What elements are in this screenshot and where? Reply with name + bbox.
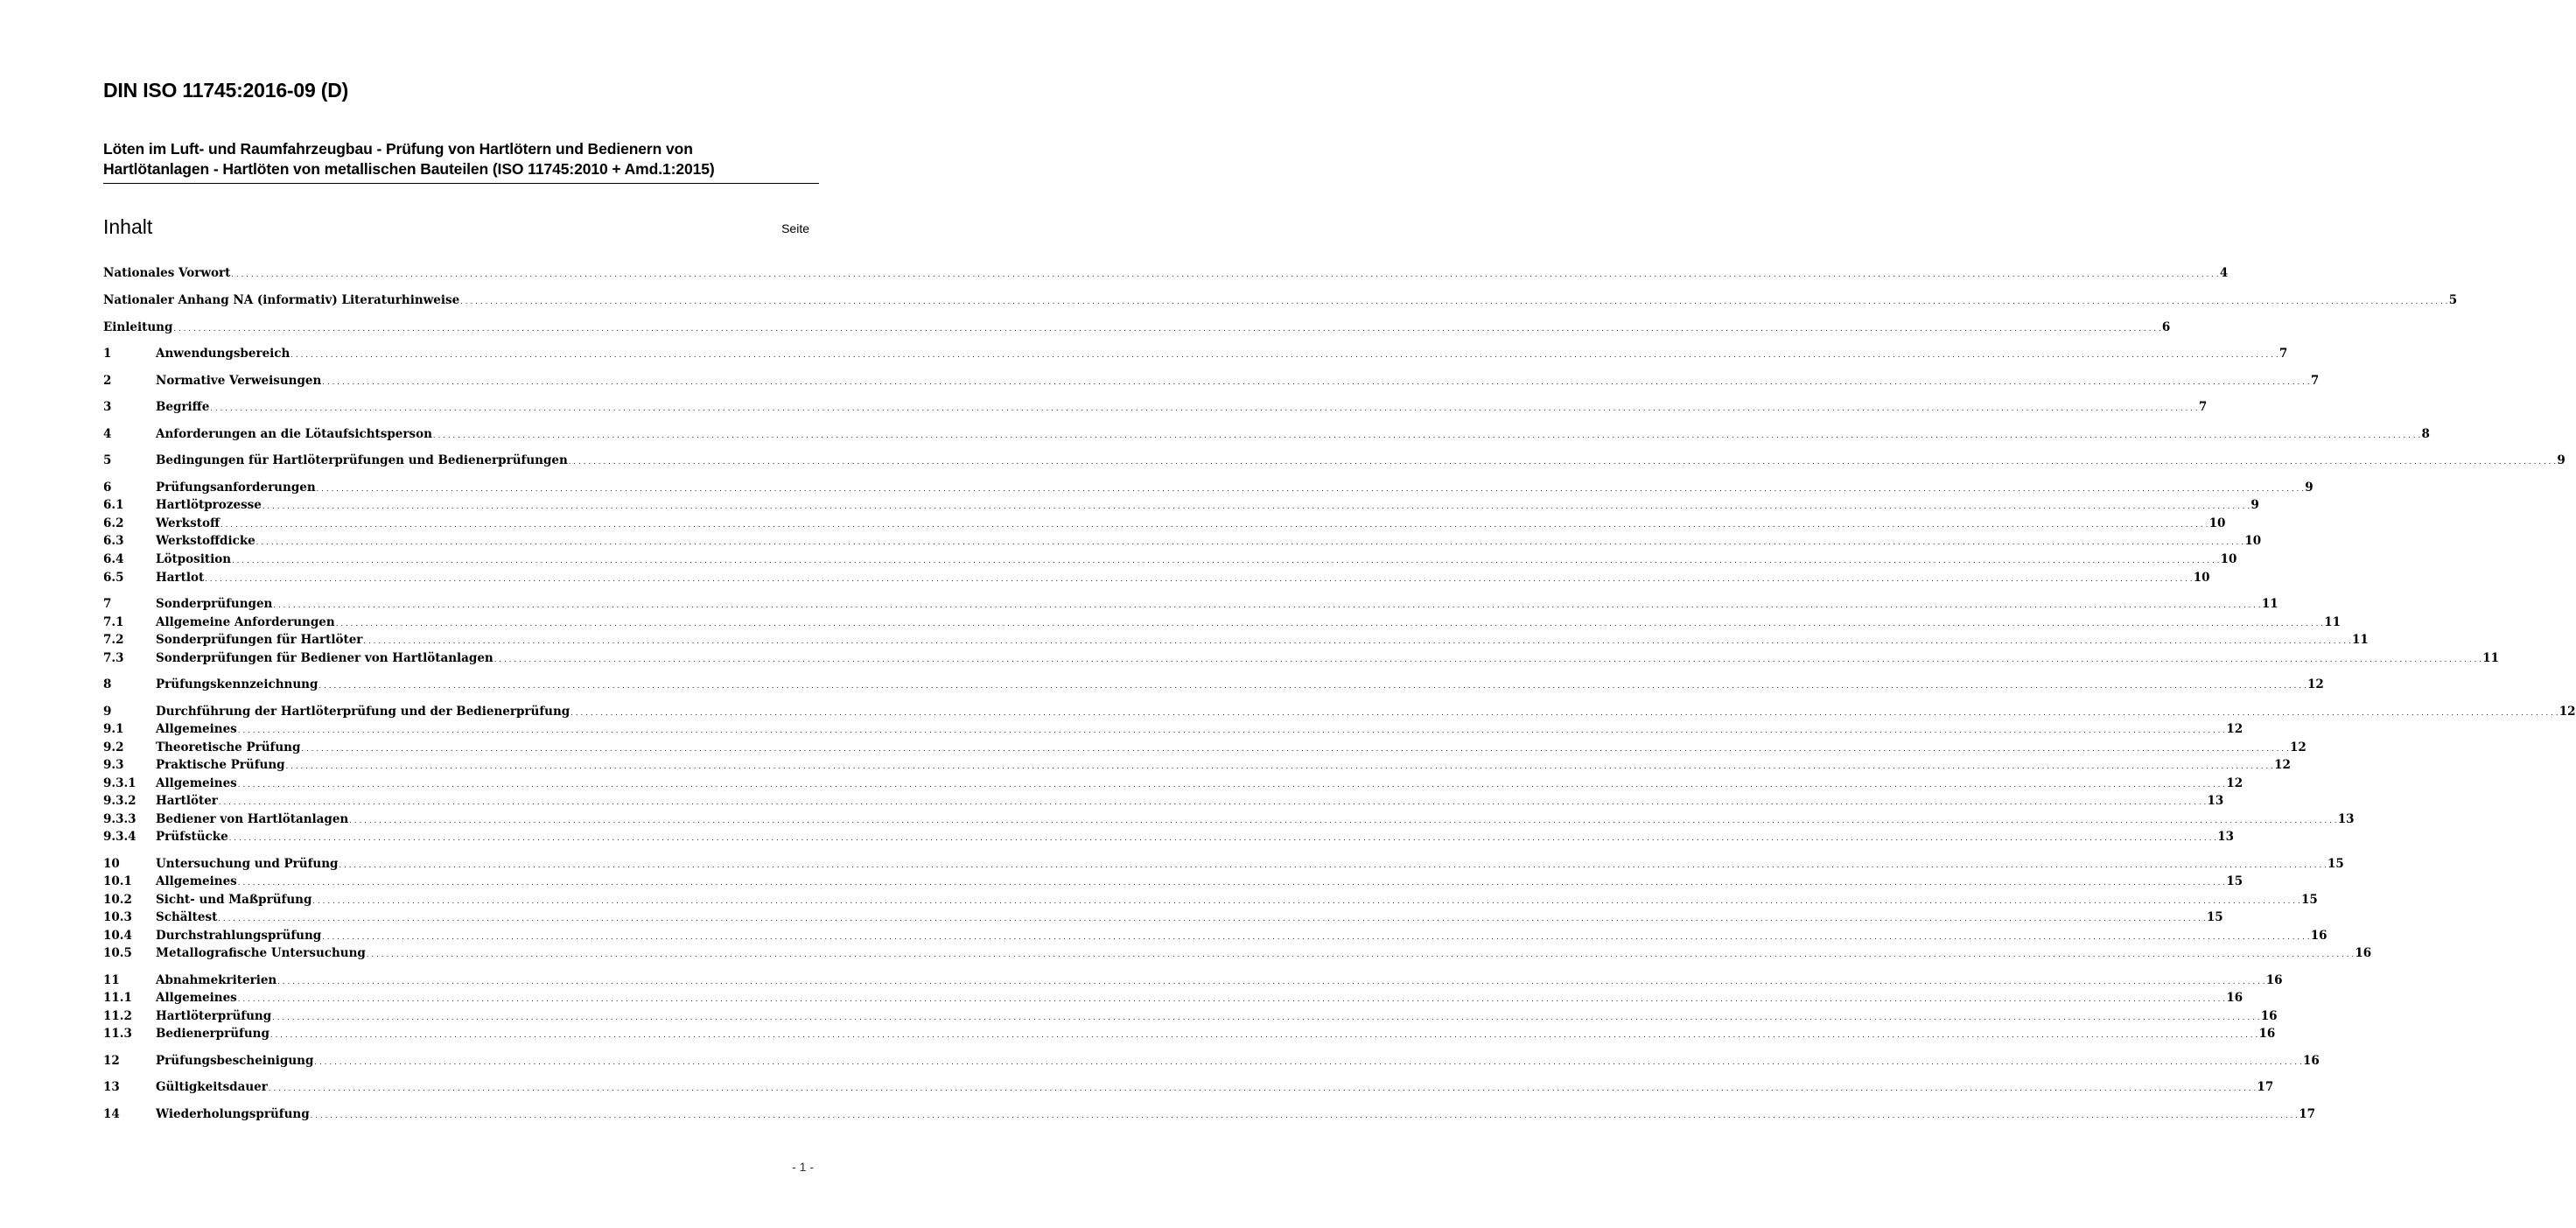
toc-dot-leader: . . . . . . . . . . . . . . . . . . . . . . . . . . . . . . . . . . . . . . . . . . . . . . . . . . . . . . . . . . . . . . . . . . . . . . . . . . . . . . . . . . . . . . . . . . . . . . . . . . . . . . . . . . . . . . . . . . . . . . . . . . . . . . . . . . . . . . . . . . . . . . . . . . . . . . . . . . . . . . . . . . . . . . . . . . . . . . . . . . . . . . . . . . . . . . . . . . . . . . . . . . . . . . . . . . . . . . . . . . . . . . . . . . . . . . . . . . . . . . . . . . . . . . . . . . . . . . . . . . . . . . . . . . . . . . . . . . . . . . . . . . . . . . . . . . . . . . . . . . . . . . . . . . . . . . . . . . . . . . . . . . . . . . . . . . . . . . . . . . . . . . . . . . . . . . . . . . . . . . . . . . . . . . . . . . . . . . . . . . . . . . . . . . . . . . . . . . . . . . . . (301, 745, 2289, 753)
toc-entry-number: 10.1 (103, 874, 132, 888)
toc-entry-page: 16 (2260, 1009, 2278, 1023)
toc-dot-leader: . . . . . . . . . . . . . . . . . . . . . . . . . . . . . . . . . . . . . . . . . . . . . . . . . . . . . . . . . . . . . . . . . . . . . . . . . . . . . . . . . . . . . . . . . . . . . . . . . . . . . . . . . . . . . . . . . . . . . . . . . . . . . . . . . . . . . . . . . . . . . . . . . . . . . . . . . . . . . . . . . . . . . . . . . . . . . . . . . . . . . . . . . . . . . . . . . . . . . . . . . . . . . . . . . . . . . . . . . . . . . . . . . . . . . . . . . . . . . . . . . . . . . . . . . . . . . . . . . . . . . . . . . . . . . . . . . . . . . . . . . . . . . . . . . . . . . . . . . . . . . . . . . . . . . . . . . . . . . . . . . . . . . . . . . . . . . . . . . . . . . . . . . . . . . . . . . . . . . . . . . . . . . . . . . . . . . . . . . . . . . . . . . . . . . . . . . . . . . . . . (277, 978, 2265, 986)
toc-entry-number: 10.4 (103, 929, 132, 943)
toc-entry-label: Wiederholungsprüfung (156, 1107, 310, 1121)
toc-page-column-label: Seite (781, 221, 809, 235)
toc-entry-page: 10 (2244, 534, 2262, 548)
toc-entry-page: 16 (2355, 946, 2372, 960)
toc-dot-leader: . . . . . . . . . . . . . . . . . . . . . . . . . . . . . . . . . . . . . . . . . . . . . . . . . . . . . . . . . . . . . . . . . . . . . . . . . . . . . . . . . . . . . . . . . . . . . . . . . . . . . . . . . . . . . . . . . . . . . . . . . . . . . . . . . . . . . . . . . . . . . . . . . . . . . . . . . . . . . . . . . . . . . . . . . . . . . . . . . . . . . . . . . . . . . . . . . . . . . . . . . . . . . . . . . . . . . . . . . . . . . . . . . . . . . . . . . . . . . . . . . . . . . . . . . . . . . . . . . . . . . . . . . . . . . . . . . . . . . . . . . . . . . . . . . . . . . . . . . . . . . . . . . . . . . . . . . . . . . . . . . . . . . . . . . . . . . . . . . . . . . . . . . . . . . . . . . . . . . . . . . . . . . . . . . . . . . . . . . . . . . . . . . . . . . . . . . . . . . . . . (322, 378, 2310, 386)
toc-entry-page: 12 (2558, 705, 2576, 719)
toc-entry[interactable] (103, 532, 2262, 550)
toc-entry[interactable] (103, 345, 2288, 362)
toc-entry-number: 11 (103, 973, 120, 987)
toc-dot-leader: . . . . . . . . . . . . . . . . . . . . . . . . . . . . . . . . . . . . . . . . . . . . . . . . . . . . . . . . . . . . . . . . . . . . . . . . . . . . . . . . . . . . . . . . . . . . . . . . . . . . . . . . . . . . . . . . . . . . . . . . . . . . . . . . . . . . . . . . . . . . . . . . . . . . . . . . . . . . . . . . . . . . . . . . . . . . . . . . . . . . . . . . . . . . . . . . . . . . . . . . . . . . . . . . . . . . . . . . . . . . . . . . . . . . . . . . . . . . . . . . . . . . . . . . . . . . . . . . . . . . . . . . . . . . . . . . . . . . . . . . . . . . . . . . . . . . . . . . . . . . . . . . . . . . . . . . . . . . . . . . . . . . . . . . . . . . . . . . . . . . . . . . . . . . . . . . . . . . . . . . . . . . . . . . . . . . . . . . . . . . . . . . . . . . . . . . . . . . . . . . (312, 897, 2300, 905)
toc-entry-page: 7 (2278, 347, 2288, 361)
toc-entry[interactable] (103, 398, 2208, 416)
toc-entry-number: 7.1 (103, 615, 124, 629)
toc-entry-label: Gültigkeitsdauer (156, 1080, 268, 1094)
toc-entry[interactable] (103, 927, 2328, 944)
toc-entry-page: 13 (2217, 830, 2235, 844)
toc-entry-number: 11.1 (103, 991, 132, 1005)
toc-entry-page: 10 (2220, 552, 2237, 566)
toc-entry-number: 9.2 (103, 740, 124, 754)
toc-entry-label: Werkstoffdicke (156, 534, 256, 548)
toc-entry-label: Normative Verweisungen (156, 374, 322, 388)
toc-entry-label: Theoretische Prüfung (156, 740, 301, 754)
toc-entry-page: 9 (2557, 453, 2566, 467)
toc-entry-number: 9.3.2 (103, 794, 136, 808)
toc-entry-label: Allgemeine Anforderungen (156, 615, 335, 629)
toc-entry[interactable] (103, 739, 2306, 756)
toc-entry-number: 6.2 (103, 516, 124, 530)
toc-entry-number: 7.3 (103, 651, 124, 665)
toc-entry-label: Anwendungsbereich (156, 347, 290, 361)
toc-entry-page: 16 (2226, 991, 2244, 1005)
toc-entry-number: 4 (103, 427, 112, 441)
toc-entry-number: 10 (103, 857, 120, 871)
toc-entry[interactable] (103, 873, 2244, 890)
toc-entry[interactable] (103, 720, 2244, 738)
toc-dot-leader: . . . . . . . . . . . . . . . . . . . . . . . . . . . . . . . . . . . . . . . . . . . . . . . . . . . . . . . . . . . . . . . . . . . . . . . . . . . . . . . . . . . . . . . . . . . . . . . . . . . . . . . . . . . . . . . . . . . . . . . . . . . . . . . . . . . . . . . . . . . . . . . . . . . . . . . . . . . . . . . . . . . . . . . . . . . . . . . . . . . . . . . . . . . . . . . . . . . . . . . . . . . . . . . . . . . . . . . . . . . . . . . . . . . . . . . . . . . . . . . . . . . . . . . . . . . . . . . . . . . . . . . . . . . . . . . . . . . . . . . . . . . . . . . . . . . . . . . . . . . . . . . . . . . . . . . . . . . . . . . . . . . . . . . . . . . . . . . . . . . . . . . . . . . . . . . . . . . . . . . . . . . . . . . . . . . . . . . . . . . . . . . . . . . . . . . . . . . . . . . . (237, 879, 2226, 887)
toc-entry-number: 1 (103, 347, 112, 361)
toc-entry-number: 6 (103, 481, 112, 495)
toc-entry-number: 9.3.3 (103, 812, 136, 826)
toc-entry-label: Hartlöterprüfung (156, 1009, 272, 1023)
toc-entry-page: 12 (2306, 677, 2324, 691)
toc-entry-label: Durchführung der Hartlöterprüfung und der Bedienerprüfung (156, 705, 570, 719)
toc-entry[interactable] (103, 479, 2314, 496)
toc-entry-number: 9.1 (103, 722, 124, 736)
toc-entry[interactable] (103, 595, 2278, 613)
toc-dot-leader: . . . . . . . . . . . . . . . . . . . . . . . . . . . . . . . . . . . . . . . . . . . . . . . . . . . . . . . . . . . . . . . . . . . . . . . . . . . . . . . . . . . . . . . . . . . . . . . . . . . . . . . . . . . . . . . . . . . . . . . . . . . . . . . . . . . . . . . . . . . . . . . . . . . . . . . . . . . . . . . . . . . . . . . . . . . . . . . . . . . . . . . . . . . . . . . . . . . . . . . . . . . . . . . . . . . . . . . . . . . . . . . . . . . . . . . . . . . . . . . . . . . . . . . . . . . . . . . . . . . . . . . . . . . . . . . . . . . . . . . . . . . . . . . . . . . . . . . . . . . . . . . . . . . . . . . . . . . . . . . . . . . . . . . . . . . . . . . . . . . . . . . . . . . . . . . . . . . . . . . . . . . . . . . . . . . . . . . . . . . . . . . . . . . . . . . . . . . . . . . . (205, 575, 2193, 583)
toc-entry-page: 11 (2324, 615, 2342, 629)
toc-entry-label: Schältest (156, 910, 218, 924)
toc-entry-page: 8 (2421, 427, 2430, 441)
toc-entry-page: 16 (2302, 1054, 2320, 1068)
toc-entry-page: 15 (2328, 857, 2344, 871)
toc-entry-page: 10 (2193, 571, 2210, 585)
toc-dot-leader: . . . . . . . . . . . . . . . . . . . . . . . . . . . . . . . . . . . . . . . . . . . . . . . . . . . . . . . . . . . . . . . . . . . . . . . . . . . . . . . . . . . . . . . . . . . . . . . . . . . . . . . . . . . . . . . . . . . . . . . . . . . . . . . . . . . . . . . . . . . . . . . . . . . . . . . . . . . . . . . . . . . . . . . . . . . . . . . . . . . . . . . . . . . . . . . . . . . . . . . . . . . . . . . . . . . . . . . . . . . . . . . . . . . . . . . . . . . . . . . . . . . . . . . . . . . . . . . . . . . . . . . . . . . . . . . . . . . . . . . . . . . . . . . . . . . . . . . . . . . . . . . . . . . . . . . . . . . . . . . . . . . . . . . . . . . . . . . . . . . . . . . . . . . . . . . . . . . . . . . . . . . . . . . . . . . . . . . . . . . . . . . . . . . . . . . . . . . . . . . . (268, 1084, 2257, 1092)
toc-dot-leader: . . . . . . . . . . . . . . . . . . . . . . . . . . . . . . . . . . . . . . . . . . . . . . . . . . . . . . . . . . . . . . . . . . . . . . . . . . . . . . . . . . . . . . . . . . . . . . . . . . . . . . . . . . . . . . . . . . . . . . . . . . . . . . . . . . . . . . . . . . . . . . . . . . . . . . . . . . . . . . . . . . . . . . . . . . . . . . . . . . . . . . . . . . . . . . . . . . . . . . . . . . . . . . . . . . . . . . . . . . . . . . . . . . . . . . . . . . . . . . . . . . . . . . . . . . . . . . . . . . . . . . . . . . . . . . . . . . . . . . . . . . . . . . . . . . . . . . . . . . . . . . . . . . . . . . . . . . . . . . . . . . . . . . . . . . . . . . . . . . . . . . . . . . . . . . . . . . . . . . . . . . . . . . . . . . . . . . . . . . . . . . . . . . . . . . . . . . . . . . . . (262, 502, 2250, 510)
toc-dot-leader: . . . . . . . . . . . . . . . . . . . . . . . . . . . . . . . . . . . . . . . . . . . . . . . . . . . . . . . . . . . . . . . . . . . . . . . . . . . . . . . . . . . . . . . . . . . . . . . . . . . . . . . . . . . . . . . . . . . . . . . . . . . . . . . . . . . . . . . . . . . . . . . . . . . . . . . . . . . . . . . . . . . . . . . . . . . . . . . . . . . . . . . . . . . . . . . . . . . . . . . . . . . . . . . . . . . . . . . . . . . . . . . . . . . . . . . . . . . . . . . . . . . . . . . . . . . . . . . . . . . . . . . . . . . . . . . . . . . . . . . . . . . . . . . . . . . . . . . . . . . . . . . . . . . . . . . . . . . . . . . . . . . . . . . . . . . . . . . . . . . . . . . . . . . . . . . . . . . . . . . . . . . . . . . . . . . . . . . . . . . . . . . . . . . . . . . . . . . . . . . . (314, 1058, 2302, 1066)
toc-entry[interactable] (103, 1025, 2276, 1042)
toc-entry-page: 13 (2207, 794, 2224, 808)
toc-entry[interactable] (103, 264, 2229, 282)
toc-entry-page: 15 (2300, 893, 2318, 907)
toc-dot-leader: . . . . . . . . . . . . . . . . . . . . . . . . . . . . . . . . . . . . . . . . . . . . . . . . . . . . . . . . . . . . . . . . . . . . . . . . . . . . . . . . . . . . . . . . . . . . . . . . . . . . . . . . . . . . . . . . . . . . . . . . . . . . . . . . . . . . . . . . . . . . . . . . . . . . . . . . . . . . . . . . . . . . . . . . . . . . . . . . . . . . . . . . . . . . . . . . . . . . . . . . . . . . . . . . . . . . . . . . . . . . . . . . . . . . . . . . . . . . . . . . . . . . . . . . . . . . . . . . . . . . . . . . . . . . . . . . . . . . . . . . . . . . . . . . . . . . . . . . . . . . . . . . . . . . . . . . . . . . . . . . . . . . . . . . . . . . . . . . . . . . . . . . . . . . . . . . . . . . . . . . . . . . . . . . . . . . . . . . . . . . . . . . . . . . . . . . . . . . . . . . (349, 817, 2337, 825)
toc-entry-page: 7 (2198, 400, 2208, 414)
toc-entry-label: Einleitung (103, 320, 173, 334)
toc-dot-leader: . . . . . . . . . . . . . . . . . . . . . . . . . . . . . . . . . . . . . . . . . . . . . . . . . . . . . . . . . . . . . . . . . . . . . . . . . . . . . . . . . . . . . . . . . . . . . . . . . . . . . . . . . . . . . . . . . . . . . . . . . . . . . . . . . . . . . . . . . . . . . . . . . . . . . . . . . . . . . . . . . . . . . . . . . . . . . . . . . . . . . . . . . . . . . . . . . . . . . . . . . . . . . . . . . . . . . . . . . . . . . . . . . . . . . . . . . . . . . . . . . . . . . . . . . . . . . . . . . . . . . . . . . . . . . . . . . . . . . . . . . . . . . . . . . . . . . . . . . . . . . . . . . . . . . . . . . . . . . . . . . . . . . . . . . . . . . . . . . . . . . . . . . . . . . . . . . . . . . . . . . . . . . . . . . . . . . . . . . . . . . . . . . . . . . . . . . . . . . . . . (237, 726, 2226, 734)
toc-entry-page: 16 (2258, 1027, 2276, 1041)
toc-entry[interactable] (103, 972, 2283, 989)
toc-dot-leader: . . . . . . . . . . . . . . . . . . . . . . . . . . . . . . . . . . . . . . . . . . . . . . . . . . . . . . . . . . . . . . . . . . . . . . . . . . . . . . . . . . . . . . . . . . . . . . . . . . . . . . . . . . . . . . . . . . . . . . . . . . . . . . . . . . . . . . . . . . . . . . . . . . . . . . . . . . . . . . . . . . . . . . . . . . . . . . . . . . . . . . . . . . . . . . . . . . . . . . . . . . . . . . . . . . . . . . . . . . . . . . . . . . . . . . . . . . . . . . . . . . . . . . . . . . . . . . . . . . . . . . . . . . . . . . . . . . . . . . . . . . . . . . . . . . . . . . . . . . . . . . . . . . . . . . . . . . . . . . . . . . . . . . . . . . . . . . . . . . . . . . . . . . . . . . . . . . . . . . . . . . . . . . . . . . . . . . . . . . . . . . . . . . . . . . . . . . . . . . . . (272, 1014, 2260, 1021)
toc-entry-label: Hartlot (156, 571, 205, 585)
toc-entry-number: 6.4 (103, 552, 124, 566)
toc-entry-label: Abnahmekriterien (156, 973, 277, 987)
toc-entry-label: Bedienerprüfung (156, 1027, 270, 1041)
toc-entry-number: 7.2 (103, 633, 124, 647)
toc-entry-label: Durchstrahlungsprüfung (156, 929, 322, 943)
toc-entry[interactable] (103, 855, 2344, 873)
toc-entry-number: 14 (103, 1107, 120, 1121)
toc-entry-page: 15 (2226, 874, 2244, 888)
toc-dot-leader: . . . . . . . . . . . . . . . . . . . . . . . . . . . . . . . . . . . . . . . . . . . . . . . . . . . . . . . . . . . . . . . . . . . . . . . . . . . . . . . . . . . . . . . . . . . . . . . . . . . . . . . . . . . . . . . . . . . . . . . . . . . . . . . . . . . . . . . . . . . . . . . . . . . . . . . . . . . . . . . . . . . . . . . . . . . . . . . . . . . . . . . . . . . . . . . . . . . . . . . . . . . . . . . . . . . . . . . . . . . . . . . . . . . . . . . . . . . . . . . . . . . . . . . . . . . . . . . . . . . . . . . . . . . . . . . . . . . . . . . . . . . . . . . . . . . . . . . . . . . . . . . . . . . . . . . . . . . . . . . . . . . . . . . . . . . . . . . . . . . . . . . . . . . . . . . . . . . . . . . . . . . . . . . . . . . . . . . . . . . . . . . . . . . . . . . . . . . . . . . . (228, 834, 2217, 842)
toc-dot-leader: . . . . . . . . . . . . . . . . . . . . . . . . . . . . . . . . . . . . . . . . . . . . . . . . . . . . . . . . . . . . . . . . . . . . . . . . . . . . . . . . . . . . . . . . . . . . . . . . . . . . . . . . . . . . . . . . . . . . . . . . . . . . . . . . . . . . . . . . . . . . . . . . . . . . . . . . . . . . . . . . . . . . . . . . . . . . . . . . . . . . . . . . . . . . . . . . . . . . . . . . . . . . . . . . . . . . . . . . . . . . . . . . . . . . . . . . . . . . . . . . . . . . . . . . . . . . . . . . . . . . . . . . . . . . . . . . . . . . . . . . . . . . . . . . . . . . . . . . . . . . . . . . . . . . . . . . . . . . . . . . . . . . . . . . . . . . . . . . . . . . . . . . . . . . . . . . . . . . . . . . . . . . . . . . . . . . . . . . . . . . . . . . . . . . . . . . . . . . . . . . (218, 915, 2206, 923)
toc-dot-leader: . . . . . . . . . . . . . . . . . . . . . . . . . . . . . . . . . . . . . . . . . . . . . . . . . . . . . . . . . . . . . . . . . . . . . . . . . . . . . . . . . . . . . . . . . . . . . . . . . . . . . . . . . . . . . . . . . . . . . . . . . . . . . . . . . . . . . . . . . . . . . . . . . . . . . . . . . . . . . . . . . . . . . . . . . . . . . . . . . . . . . . . . . . . . . . . . . . . . . . . . . . . . . . . . . . . . . . . . . . . . . . . . . . . . . . . . . . . . . . . . . . . . . . . . . . . . . . . . . . . . . . . . . . . . . . . . . . . . . . . . . . . . . . . . . . . . . . . . . . . . . . . . . . . . . . . . . . . . . . . . . . . . . . . . . . . . . . . . . . . . . . . . . . . . . . . . . . . . . . . . . . . . . . . . . . . . . . . . . . . . . . . . . . . . . . . . . . . . . . . . (335, 620, 2324, 628)
toc-entry-label: Lötposition (156, 552, 232, 566)
toc-dot-leader: . . . . . . . . . . . . . . . . . . . . . . . . . . . . . . . . . . . . . . . . . . . . . . . . . . . . . . . . . . . . . . . . . . . . . . . . . . . . . . . . . . . . . . . . . . . . . . . . . . . . . . . . . . . . . . . . . . . . . . . . . . . . . . . . . . . . . . . . . . . . . . . . . . . . . . . . . . . . . . . . . . . . . . . . . . . . . . . . . . . . . . . . . . . . . . . . . . . . . . . . . . . . . . . . . . . . . . . . . . . . . . . . . . . . . . . . . . . . . . . . . . . . . . . . . . . . . . . . . . . . . . . . . . . . . . . . . . . . . . . . . . . . . . . . . . . . . . . . . . . . . . . . . . . . . . . . . . . . . . . . . . . . . . . . . . . . . . . . . . . . . . . . . . . . . . . . . . . . . . . . . . . . . . . . . . . . . . . . . . . . . . . . . . . . . . . . . . . . . . . . (232, 557, 2220, 565)
toc-entry[interactable] (103, 909, 2223, 926)
toc-entry-number: 9.3.4 (103, 830, 136, 844)
toc-dot-leader: . . . . . . . . . . . . . . . . . . . . . . . . . . . . . . . . . . . . . . . . . . . . . . . . . . . . . . . . . . . . . . . . . . . . . . . . . . . . . . . . . . . . . . . . . . . . . . . . . . . . . . . . . . . . . . . . . . . . . . . . . . . . . . . . . . . . . . . . . . . . . . . . . . . . . . . . . . . . . . . . . . . . . . . . . . . . . . . . . . . . . . . . . . . . . . . . . . . . . . . . . . . . . . . . . . . . . . . . . . . . . . . . . . . . . . . . . . . . . . . . . . . . . . . . . . . . . . . . . . . . . . . . . . . . . . . . . . . . . . . . . . . . . . . . . . . . . . . . . . . . . . . . . . . . . . . . . . . . . . . . . . . . . . . . . . . . . . . . . . . . . . . . . . . . . . . . . . . . . . . . . . . . . . . . . . . . . . . . . . . . . . . . . . . . . . . . . . . . . . . . (237, 995, 2226, 1003)
toc-entry-page: 9 (2305, 481, 2314, 495)
toc-entry-number: 7 (103, 597, 112, 611)
toc-entry-page: 11 (2261, 597, 2278, 611)
toc-entry-page: 17 (2257, 1080, 2274, 1094)
toc-entry-label: Anforderungen an die Lötaufsichtsperson (156, 427, 432, 441)
toc-entry[interactable] (103, 515, 2226, 532)
toc-entry-number: 9.3 (103, 758, 124, 772)
toc-entry-number: 2 (103, 374, 112, 388)
toc-entry[interactable] (103, 631, 2369, 649)
subtitle-line-1: Löten im Luft- und Raumfahrzeugbau - Prüfung von Hartlötern und Bedienern von (103, 140, 693, 158)
toc-entry[interactable] (103, 1078, 2274, 1096)
toc-entry-label: Prüfungsanforderungen (156, 481, 316, 495)
toc-entry[interactable] (103, 891, 2318, 909)
toc-entry-number: 10.5 (103, 946, 132, 960)
toc-dot-leader: . . . . . . . . . . . . . . . . . . . . . . . . . . . . . . . . . . . . . . . . . . . . . . . . . . . . . . . . . . . . . . . . . . . . . . . . . . . . . . . . . . . . . . . . . . . . . . . . . . . . . . . . . . . . . . . . . . . . . . . . . . . . . . . . . . . . . . . . . . . . . . . . . . . . . . . . . . . . . . . . . . . . . . . . . . . . . . . . . . . . . . . . . . . . . . . . . . . . . . . . . . . . . . . . . . . . . . . . . . . . . . . . . . . . . . . . . . . . . . . . . . . . . . . . . . . . . . . . . . . . . . . . . . . . . . . . . . . . . . . . . . . . . . . . . . . . . . . . . . . . . . . . . . . . . . . . . . . . . . . . . . . . . . . . . . . . . . . . . . . . . . . . . . . . . . . . . . . . . . . . . . . . . . . . . . . . . . . . . . . . . . . . . . . . . . . . . . . . . . . . (270, 1031, 2258, 1039)
toc-entry-number: 11.2 (103, 1009, 132, 1023)
toc-dot-leader: . . . . . . . . . . . . . . . . . . . . . . . . . . . . . . . . . . . . . . . . . . . . . . . . . . . . . . . . . . . . . . . . . . . . . . . . . . . . . . . . . . . . . . . . . . . . . . . . . . . . . . . . . . . . . . . . . . . . . . . . . . . . . . . . . . . . . . . . . . . . . . . . . . . . . . . . . . . . . . . . . . . . . . . . . . . . . . . . . . . . . . . . . . . . . . . . . . . . . . . . . . . . . . . . . . . . . . . . . . . . . . . . . . . . . . . . . . . . . . . . . . . . . . . . . . . . . . . . . . . . . . . . . . . . . . . . . . . . . . . . . . . . . . . . . . . . . . . . . . . . . . . . . . . . . . . . . . . . . . . . . . . . . . . . . . . . . . . . . . . . . . . . . . . . . . . . . . . . . . . . . . . . . . . . . . . . . . . . . . . . . . . . . . . . . . . . . . . . . . . . (231, 270, 2219, 278)
toc-entry-label: Hartlötprozesse (156, 498, 262, 512)
document-subtitle (103, 139, 819, 184)
toc-entry-page: 5 (2448, 293, 2458, 307)
toc-entry-label: Untersuchung und Prüfung (156, 857, 339, 871)
toc-dot-leader: . . . . . . . . . . . . . . . . . . . . . . . . . . . . . . . . . . . . . . . . . . . . . . . . . . . . . . . . . . . . . . . . . . . . . . . . . . . . . . . . . . . . . . . . . . . . . . . . . . . . . . . . . . . . . . . . . . . . . . . . . . . . . . . . . . . . . . . . . . . . . . . . . . . . . . . . . . . . . . . . . . . . . . . . . . . . . . . . . . . . . . . . . . . . . . . . . . . . . . . . . . . . . . . . . . . . . . . . . . . . . . . . . . . . . . . . . . . . . . . . . . . . . . . . . . . . . . . . . . . . . . . . . . . . . . . . . . . . . . . . . . . . . . . . . . . . . . . . . . . . . . . . . . . . . . . . . . . . . . . . . . . . . . . . . . . . . . . . . . . . . . . . . . . . . . . . . . . . . . . . . . . . . . . . . . . . . . . . . . . . . . . . . . . . . . . . . . . . . . . . (363, 637, 2351, 645)
toc-entry-label: Nationaler Anhang NA (informativ) Literaturhinweise (103, 293, 460, 307)
toc-entry-number: 3 (103, 400, 112, 414)
toc-entry[interactable] (103, 649, 2500, 667)
toc-entry[interactable] (103, 614, 2342, 631)
toc-entry-page: 12 (2289, 740, 2306, 754)
toc-entry-label: Allgemeines (156, 776, 237, 790)
toc-entry-label: Sonderprüfungen für Hartlöter (156, 633, 363, 647)
toc-entry-label: Allgemeines (156, 991, 237, 1005)
toc-entry-label: Sonderprüfungen (156, 597, 273, 611)
toc-entry[interactable] (103, 372, 2320, 389)
toc-entry-label: Bedingungen für Hartlöterprüfungen und Bedienerprüfungen (156, 453, 568, 467)
toc-dot-leader: . . . . . . . . . . . . . . . . . . . . . . . . . . . . . . . . . . . . . . . . . . . . . . . . . . . . . . . . . . . . . . . . . . . . . . . . . . . . . . . . . . . . . . . . . . . . . . . . . . . . . . . . . . . . . . . . . . . . . . . . . . . . . . . . . . . . . . . . . . . . . . . . . . . . . . . . . . . . . . . . . . . . . . . . . . . . . . . . . . . . . . . . . . . . . . . . . . . . . . . . . . . . . . . . . . . . . . . . . . . . . . . . . . . . . . . . . . . . . . . . . . . . . . . . . . . . . . . . . . . . . . . . . . . . . . . . . . . . . . . . . . . . . . . . . . . . . . . . . . . . . . . . . . . . . . . . . . . . . . . . . . . . . . . . . . . . . . . . . . . . . . . . . . . . . . . . . . . . . . . . . . . . . . . . . . . . . . . . . . . . . . . . . . . . . . . . . . . . . . . . (570, 709, 2558, 717)
toc-entry-label: Praktische Prüfung (156, 758, 285, 772)
toc-dot-leader: . . . . . . . . . . . . . . . . . . . . . . . . . . . . . . . . . . . . . . . . . . . . . . . . . . . . . . . . . . . . . . . . . . . . . . . . . . . . . . . . . . . . . . . . . . . . . . . . . . . . . . . . . . . . . . . . . . . . . . . . . . . . . . . . . . . . . . . . . . . . . . . . . . . . . . . . . . . . . . . . . . . . . . . . . . . . . . . . . . . . . . . . . . . . . . . . . . . . . . . . . . . . . . . . . . . . . . . . . . . . . . . . . . . . . . . . . . . . . . . . . . . . . . . . . . . . . . . . . . . . . . . . . . . . . . . . . . . . . . . . . . . . . . . . . . . . . . . . . . . . . . . . . . . . . . . . . . . . . . . . . . . . . . . . . . . . . . . . . . . . . . . . . . . . . . . . . . . . . . . . . . . . . . . . . . . . . . . . . . . . . . . . . . . . . . . . . . . . . . . . (290, 351, 2278, 359)
toc-entry-page: 12 (2274, 758, 2291, 772)
toc-entry[interactable] (103, 569, 2210, 586)
toc-entry-number: 10.2 (103, 893, 132, 907)
toc-entry-page: 17 (2299, 1107, 2315, 1121)
toc-entry-number: 9.3.1 (103, 776, 136, 790)
toc-dot-leader: . . . . . . . . . . . . . . . . . . . . . . . . . . . . . . . . . . . . . . . . . . . . . . . . . . . . . . . . . . . . . . . . . . . . . . . . . . . . . . . . . . . . . . . . . . . . . . . . . . . . . . . . . . . . . . . . . . . . . . . . . . . . . . . . . . . . . . . . . . . . . . . . . . . . . . . . . . . . . . . . . . . . . . . . . . . . . . . . . . . . . . . . . . . . . . . . . . . . . . . . . . . . . . . . . . . . . . . . . . . . . . . . . . . . . . . . . . . . . . . . . . . . . . . . . . . . . . . . . . . . . . . . . . . . . . . . . . . . . . . . . . . . . . . . . . . . . . . . . . . . . . . . . . . . . . . . . . . . . . . . . . . . . . . . . . . . . . . . . . . . . . . . . . . . . . . . . . . . . . . . . . . . . . . . . . . . . . . . . . . . . . . . . . . . . . . . . . . . . . . . (322, 933, 2310, 941)
toc-entry-page: 7 (2310, 374, 2320, 388)
toc-entry[interactable] (103, 810, 2355, 828)
toc-entry[interactable] (103, 828, 2235, 846)
toc-entry-page: 4 (2219, 266, 2229, 280)
toc-entry-label: Nationales Vorwort (103, 266, 231, 280)
subtitle-line-2: Hartlötanlagen - Hartlöten von metallischen Bauteilen (ISO 11745:2010 + Amd.1:2015) (103, 160, 715, 178)
toc-dot-leader: . . . . . . . . . . . . . . . . . . . . . . . . . . . . . . . . . . . . . . . . . . . . . . . . . . . . . . . . . . . . . . . . . . . . . . . . . . . . . . . . . . . . . . . . . . . . . . . . . . . . . . . . . . . . . . . . . . . . . . . . . . . . . . . . . . . . . . . . . . . . . . . . . . . . . . . . . . . . . . . . . . . . . . . . . . . . . . . . . . . . . . . . . . . . . . . . . . . . . . . . . . . . . . . . . . . . . . . . . . . . . . . . . . . . . . . . . . . . . . . . . . . . . . . . . . . . . . . . . . . . . . . . . . . . . . . . . . . . . . . . . . . . . . . . . . . . . . . . . . . . . . . . . . . . . . . . . . . . . . . . . . . . . . . . . . . . . . . . . . . . . . . . . . . . . . . . . . . . . . . . . . . . . . . . . . . . . . . . . . . . . . . . . . . . . . . . . . . . . . . . (460, 298, 2448, 305)
toc-dot-leader: . . . . . . . . . . . . . . . . . . . . . . . . . . . . . . . . . . . . . . . . . . . . . . . . . . . . . . . . . . . . . . . . . . . . . . . . . . . . . . . . . . . . . . . . . . . . . . . . . . . . . . . . . . . . . . . . . . . . . . . . . . . . . . . . . . . . . . . . . . . . . . . . . . . . . . . . . . . . . . . . . . . . . . . . . . . . . . . . . . . . . . . . . . . . . . . . . . . . . . . . . . . . . . . . . . . . . . . . . . . . . . . . . . . . . . . . . . . . . . . . . . . . . . . . . . . . . . . . . . . . . . . . . . . . . . . . . . . . . . . . . . . . . . . . . . . . . . . . . . . . . . . . . . . . . . . . . . . . . . . . . . . . . . . . . . . . . . . . . . . . . . . . . . . . . . . . . . . . . . . . . . . . . . . . . . . . . . . . . . . . . . . . . . . . . . . . . . . . . . . . (316, 485, 2305, 493)
toc-entry-number: 6.5 (103, 571, 124, 585)
toc-entry-label: Allgemeines (156, 874, 237, 888)
toc-entry[interactable] (103, 496, 2259, 514)
toc-entry[interactable] (103, 756, 2291, 774)
toc-entry-page: 16 (2310, 929, 2328, 943)
toc-dot-leader: . . . . . . . . . . . . . . . . . . . . . . . . . . . . . . . . . . . . . . . . . . . . . . . . . . . . . . . . . . . . . . . . . . . . . . . . . . . . . . . . . . . . . . . . . . . . . . . . . . . . . . . . . . . . . . . . . . . . . . . . . . . . . . . . . . . . . . . . . . . . . . . . . . . . . . . . . . . . . . . . . . . . . . . . . . . . . . . . . . . . . . . . . . . . . . . . . . . . . . . . . . . . . . . . . . . . . . . . . . . . . . . . . . . . . . . . . . . . . . . . . . . . . . . . . . . . . . . . . . . . . . . . . . . . . . . . . . . . . . . . . . . . . . . . . . . . . . . . . . . . . . . . . . . . . . . . . . . . . . . . . . . . . . . . . . . . . . . . . . . . . . . . . . . . . . . . . . . . . . . . . . . . . . . . . . . . . . . . . . . . . . . . . . . . . . . . . . . . . . . . (432, 432, 2421, 439)
toc-entry-label: Sicht- und Maßprüfung (156, 893, 312, 907)
toc-dot-leader: . . . . . . . . . . . . . . . . . . . . . . . . . . . . . . . . . . . . . . . . . . . . . . . . . . . . . . . . . . . . . . . . . . . . . . . . . . . . . . . . . . . . . . . . . . . . . . . . . . . . . . . . . . . . . . . . . . . . . . . . . . . . . . . . . . . . . . . . . . . . . . . . . . . . . . . . . . . . . . . . . . . . . . . . . . . . . . . . . . . . . . . . . . . . . . . . . . . . . . . . . . . . . . . . . . . . . . . . . . . . . . . . . . . . . . . . . . . . . . . . . . . . . . . . . . . . . . . . . . . . . . . . . . . . . . . . . . . . . . . . . . . . . . . . . . . . . . . . . . . . . . . . . . . . . . . . . . . . . . . . . . . . . . . . . . . . . . . . . . . . . . . . . . . . . . . . . . . . . . . . . . . . . . . . . . . . . . . . . . . . . . . . . . . . . . . . . . . . . . . . (173, 325, 2161, 333)
toc-dot-leader: . . . . . . . . . . . . . . . . . . . . . . . . . . . . . . . . . . . . . . . . . . . . . . . . . . . . . . . . . . . . . . . . . . . . . . . . . . . . . . . . . . . . . . . . . . . . . . . . . . . . . . . . . . . . . . . . . . . . . . . . . . . . . . . . . . . . . . . . . . . . . . . . . . . . . . . . . . . . . . . . . . . . . . . . . . . . . . . . . . . . . . . . . . . . . . . . . . . . . . . . . . . . . . . . . . . . . . . . . . . . . . . . . . . . . . . . . . . . . . . . . . . . . . . . . . . . . . . . . . . . . . . . . . . . . . . . . . . . . . . . . . . . . . . . . . . . . . . . . . . . . . . . . . . . . . . . . . . . . . . . . . . . . . . . . . . . . . . . . . . . . . . . . . . . . . . . . . . . . . . . . . . . . . . . . . . . . . . . . . . . . . . . . . . . . . . . . . . . . . . . (237, 781, 2226, 789)
toc-entry-label: Sonderprüfungen für Bediener von Hartlötanlagen (156, 651, 494, 665)
toc-dot-leader: . . . . . . . . . . . . . . . . . . . . . . . . . . . . . . . . . . . . . . . . . . . . . . . . . . . . . . . . . . . . . . . . . . . . . . . . . . . . . . . . . . . . . . . . . . . . . . . . . . . . . . . . . . . . . . . . . . . . . . . . . . . . . . . . . . . . . . . . . . . . . . . . . . . . . . . . . . . . . . . . . . . . . . . . . . . . . . . . . . . . . . . . . . . . . . . . . . . . . . . . . . . . . . . . . . . . . . . . . . . . . . . . . . . . . . . . . . . . . . . . . . . . . . . . . . . . . . . . . . . . . . . . . . . . . . . . . . . . . . . . . . . . . . . . . . . . . . . . . . . . . . . . . . . . . . . . . . . . . . . . . . . . . . . . . . . . . . . . . . . . . . . . . . . . . . . . . . . . . . . . . . . . . . . . . . . . . . . . . . . . . . . . . . . . . . . . . . . . . . . . (210, 404, 2198, 412)
toc-entry-page: 13 (2337, 812, 2355, 826)
toc-entry-number: 5 (103, 453, 112, 467)
toc-entry-number: 6.1 (103, 498, 124, 512)
toc-entry-label: Allgemeines (156, 722, 237, 736)
toc-heading: Inhalt (103, 215, 153, 238)
toc-dot-leader: . . . . . . . . . . . . . . . . . . . . . . . . . . . . . . . . . . . . . . . . . . . . . . . . . . . . . . . . . . . . . . . . . . . . . . . . . . . . . . . . . . . . . . . . . . . . . . . . . . . . . . . . . . . . . . . . . . . . . . . . . . . . . . . . . . . . . . . . . . . . . . . . . . . . . . . . . . . . . . . . . . . . . . . . . . . . . . . . . . . . . . . . . . . . . . . . . . . . . . . . . . . . . . . . . . . . . . . . . . . . . . . . . . . . . . . . . . . . . . . . . . . . . . . . . . . . . . . . . . . . . . . . . . . . . . . . . . . . . . . . . . . . . . . . . . . . . . . . . . . . . . . . . . . . . . . . . . . . . . . . . . . . . . . . . . . . . . . . . . . . . . . . . . . . . . . . . . . . . . . . . . . . . . . . . . . . . . . . . . . . . . . . . . . . . . . . . . . . . . . . (273, 601, 2261, 609)
toc-dot-leader: . . . . . . . . . . . . . . . . . . . . . . . . . . . . . . . . . . . . . . . . . . . . . . . . . . . . . . . . . . . . . . . . . . . . . . . . . . . . . . . . . . . . . . . . . . . . . . . . . . . . . . . . . . . . . . . . . . . . . . . . . . . . . . . . . . . . . . . . . . . . . . . . . . . . . . . . . . . . . . . . . . . . . . . . . . . . . . . . . . . . . . . . . . . . . . . . . . . . . . . . . . . . . . . . . . . . . . . . . . . . . . . . . . . . . . . . . . . . . . . . . . . . . . . . . . . . . . . . . . . . . . . . . . . . . . . . . . . . . . . . . . . . . . . . . . . . . . . . . . . . . . . . . . . . . . . . . . . . . . . . . . . . . . . . . . . . . . . . . . . . . . . . . . . . . . . . . . . . . . . . . . . . . . . . . . . . . . . . . . . . . . . . . . . . . . . . . . . . . . . . (310, 1112, 2299, 1119)
toc-entry-number: 8 (103, 677, 112, 691)
toc-entry-page: 6 (2161, 320, 2171, 334)
toc-entry[interactable] (103, 792, 2224, 810)
toc-entry[interactable] (103, 775, 2244, 792)
toc-entry-label: Begriffe (156, 400, 210, 414)
toc-dot-leader: . . . . . . . . . . . . . . . . . . . . . . . . . . . . . . . . . . . . . . . . . . . . . . . . . . . . . . . . . . . . . . . . . . . . . . . . . . . . . . . . . . . . . . . . . . . . . . . . . . . . . . . . . . . . . . . . . . . . . . . . . . . . . . . . . . . . . . . . . . . . . . . . . . . . . . . . . . . . . . . . . . . . . . . . . . . . . . . . . . . . . . . . . . . . . . . . . . . . . . . . . . . . . . . . . . . . . . . . . . . . . . . . . . . . . . . . . . . . . . . . . . . . . . . . . . . . . . . . . . . . . . . . . . . . . . . . . . . . . . . . . . . . . . . . . . . . . . . . . . . . . . . . . . . . . . . . . . . . . . . . . . . . . . . . . . . . . . . . . . . . . . . . . . . . . . . . . . . . . . . . . . . . . . . . . . . . . . . . . . . . . . . . . . . . . . . . . . . . . . . . (285, 762, 2274, 770)
toc-entry[interactable] (103, 551, 2237, 568)
toc-entry-label: Prüfungsbescheinigung (156, 1054, 314, 1068)
toc-entry[interactable] (103, 989, 2244, 1007)
toc-entry-page: 12 (2226, 722, 2244, 736)
toc-entry-page: 9 (2250, 498, 2259, 512)
toc-entry-number: 13 (103, 1080, 120, 1094)
document-title: DIN ISO 11745:2016-09 (D) (103, 79, 349, 102)
toc-dot-leader: . . . . . . . . . . . . . . . . . . . . . . . . . . . . . . . . . . . . . . . . . . . . . . . . . . . . . . . . . . . . . . . . . . . . . . . . . . . . . . . . . . . . . . . . . . . . . . . . . . . . . . . . . . . . . . . . . . . . . . . . . . . . . . . . . . . . . . . . . . . . . . . . . . . . . . . . . . . . . . . . . . . . . . . . . . . . . . . . . . . . . . . . . . . . . . . . . . . . . . . . . . . . . . . . . . . . . . . . . . . . . . . . . . . . . . . . . . . . . . . . . . . . . . . . . . . . . . . . . . . . . . . . . . . . . . . . . . . . . . . . . . . . . . . . . . . . . . . . . . . . . . . . . . . . . . . . . . . . . . . . . . . . . . . . . . . . . . . . . . . . . . . . . . . . . . . . . . . . . . . . . . . . . . . . . . . . . . . . . . . . . . . . . . . . . . . . . . . . . . . . (339, 861, 2328, 869)
toc-entry[interactable] (103, 944, 2372, 962)
toc-entry[interactable] (103, 319, 2171, 336)
toc-entry-page: 11 (2482, 651, 2500, 665)
toc-entry[interactable] (103, 425, 2430, 443)
toc-entry[interactable] (103, 676, 2324, 693)
toc-entry-number: 9 (103, 705, 112, 719)
toc-dot-leader: . . . . . . . . . . . . . . . . . . . . . . . . . . . . . . . . . . . . . . . . . . . . . . . . . . . . . . . . . . . . . . . . . . . . . . . . . . . . . . . . . . . . . . . . . . . . . . . . . . . . . . . . . . . . . . . . . . . . . . . . . . . . . . . . . . . . . . . . . . . . . . . . . . . . . . . . . . . . . . . . . . . . . . . . . . . . . . . . . . . . . . . . . . . . . . . . . . . . . . . . . . . . . . . . . . . . . . . . . . . . . . . . . . . . . . . . . . . . . . . . . . . . . . . . . . . . . . . . . . . . . . . . . . . . . . . . . . . . . . . . . . . . . . . . . . . . . . . . . . . . . . . . . . . . . . . . . . . . . . . . . . . . . . . . . . . . . . . . . . . . . . . . . . . . . . . . . . . . . . . . . . . . . . . . . . . . . . . . . . . . . . . . . . . . . . . . . . . . . . . . (218, 798, 2207, 806)
toc-entry-page: 12 (2226, 776, 2244, 790)
toc-dot-leader: . . . . . . . . . . . . . . . . . . . . . . . . . . . . . . . . . . . . . . . . . . . . . . . . . . . . . . . . . . . . . . . . . . . . . . . . . . . . . . . . . . . . . . . . . . . . . . . . . . . . . . . . . . . . . . . . . . . . . . . . . . . . . . . . . . . . . . . . . . . . . . . . . . . . . . . . . . . . . . . . . . . . . . . . . . . . . . . . . . . . . . . . . . . . . . . . . . . . . . . . . . . . . . . . . . . . . . . . . . . . . . . . . . . . . . . . . . . . . . . . . . . . . . . . . . . . . . . . . . . . . . . . . . . . . . . . . . . . . . . . . . . . . . . . . . . . . . . . . . . . . . . . . . . . . . . . . . . . . . . . . . . . . . . . . . . . . . . . . . . . . . . . . . . . . . . . . . . . . . . . . . . . . . . . . . . . . . . . . . . . . . . . . . . . . . . . . . . . . . . . (318, 682, 2306, 690)
toc-entry-number: 11.3 (103, 1027, 132, 1041)
toc-entry[interactable] (103, 1105, 2315, 1123)
toc-entry-number: 10.3 (103, 910, 132, 924)
toc-dot-leader: . . . . . . . . . . . . . . . . . . . . . . . . . . . . . . . . . . . . . . . . . . . . . . . . . . . . . . . . . . . . . . . . . . . . . . . . . . . . . . . . . . . . . . . . . . . . . . . . . . . . . . . . . . . . . . . . . . . . . . . . . . . . . . . . . . . . . . . . . . . . . . . . . . . . . . . . . . . . . . . . . . . . . . . . . . . . . . . . . . . . . . . . . . . . . . . . . . . . . . . . . . . . . . . . . . . . . . . . . . . . . . . . . . . . . . . . . . . . . . . . . . . . . . . . . . . . . . . . . . . . . . . . . . . . . . . . . . . . . . . . . . . . . . . . . . . . . . . . . . . . . . . . . . . . . . . . . . . . . . . . . . . . . . . . . . . . . . . . . . . . . . . . . . . . . . . . . . . . . . . . . . . . . . . . . . . . . . . . . . . . . . . . . . . . . . . . . . . . . . . . (256, 538, 2244, 546)
toc-dot-leader: . . . . . . . . . . . . . . . . . . . . . . . . . . . . . . . . . . . . . . . . . . . . . . . . . . . . . . . . . . . . . . . . . . . . . . . . . . . . . . . . . . . . . . . . . . . . . . . . . . . . . . . . . . . . . . . . . . . . . . . . . . . . . . . . . . . . . . . . . . . . . . . . . . . . . . . . . . . . . . . . . . . . . . . . . . . . . . . . . . . . . . . . . . . . . . . . . . . . . . . . . . . . . . . . . . . . . . . . . . . . . . . . . . . . . . . . . . . . . . . . . . . . . . . . . . . . . . . . . . . . . . . . . . . . . . . . . . . . . . . . . . . . . . . . . . . . . . . . . . . . . . . . . . . . . . . . . . . . . . . . . . . . . . . . . . . . . . . . . . . . . . . . . . . . . . . . . . . . . . . . . . . . . . . . . . . . . . . . . . . . . . . . . . . . . . . . . . . . . . . . (494, 656, 2482, 663)
toc-entry[interactable] (103, 452, 2566, 469)
toc-entry[interactable] (103, 291, 2458, 309)
toc-entry-number: 12 (103, 1054, 120, 1068)
toc-entry[interactable] (103, 1007, 2278, 1025)
toc-entry[interactable] (103, 1052, 2320, 1070)
toc-dot-leader: . . . . . . . . . . . . . . . . . . . . . . . . . . . . . . . . . . . . . . . . . . . . . . . . . . . . . . . . . . . . . . . . . . . . . . . . . . . . . . . . . . . . . . . . . . . . . . . . . . . . . . . . . . . . . . . . . . . . . . . . . . . . . . . . . . . . . . . . . . . . . . . . . . . . . . . . . . . . . . . . . . . . . . . . . . . . . . . . . . . . . . . . . . . . . . . . . . . . . . . . . . . . . . . . . . . . . . . . . . . . . . . . . . . . . . . . . . . . . . . . . . . . . . . . . . . . . . . . . . . . . . . . . . . . . . . . . . . . . . . . . . . . . . . . . . . . . . . . . . . . . . . . . . . . . . . . . . . . . . . . . . . . . . . . . . . . . . . . . . . . . . . . . . . . . . . . . . . . . . . . . . . . . . . . . . . . . . . . . . . . . . . . . . . . . . . . . . . . . . . . (220, 521, 2208, 529)
toc-entry-label: Prüfungskennzeichnung (156, 677, 318, 691)
toc-dot-leader: . . . . . . . . . . . . . . . . . . . . . . . . . . . . . . . . . . . . . . . . . . . . . . . . . . . . . . . . . . . . . . . . . . . . . . . . . . . . . . . . . . . . . . . . . . . . . . . . . . . . . . . . . . . . . . . . . . . . . . . . . . . . . . . . . . . . . . . . . . . . . . . . . . . . . . . . . . . . . . . . . . . . . . . . . . . . . . . . . . . . . . . . . . . . . . . . . . . . . . . . . . . . . . . . . . . . . . . . . . . . . . . . . . . . . . . . . . . . . . . . . . . . . . . . . . . . . . . . . . . . . . . . . . . . . . . . . . . . . . . . . . . . . . . . . . . . . . . . . . . . . . . . . . . . . . . . . . . . . . . . . . . . . . . . . . . . . . . . . . . . . . . . . . . . . . . . . . . . . . . . . . . . . . . . . . . . . . . . . . . . . . . . . . . . . . . . . . . . . . . . (366, 951, 2355, 958)
toc-dot-leader: . . . . . . . . . . . . . . . . . . . . . . . . . . . . . . . . . . . . . . . . . . . . . . . . . . . . . . . . . . . . . . . . . . . . . . . . . . . . . . . . . . . . . . . . . . . . . . . . . . . . . . . . . . . . . . . . . . . . . . . . . . . . . . . . . . . . . . . . . . . . . . . . . . . . . . . . . . . . . . . . . . . . . . . . . . . . . . . . . . . . . . . . . . . . . . . . . . . . . . . . . . . . . . . . . . . . . . . . . . . . . . . . . . . . . . . . . . . . . . . . . . . . . . . . . . . . . . . . . . . . . . . . . . . . . . . . . . . . . . . . . . . . . . . . . . . . . . . . . . . . . . . . . . . . . . . . . . . . . . . . . . . . . . . . . . . . . . . . . . . . . . . . . . . . . . . . . . . . . . . . . . . . . . . . . . . . . . . . . . . . . . . . . . . . . . . . . . . . . . . . (568, 458, 2557, 466)
toc-entry-page: 16 (2265, 973, 2283, 987)
toc-entry-label: Hartlöter (156, 794, 218, 808)
toc-entry-label: Prüfstücke (156, 830, 228, 844)
page-number: - 1 - (792, 1160, 814, 1174)
toc-entry[interactable] (103, 703, 2576, 720)
toc-entry-label: Werkstoff (156, 516, 220, 530)
toc-entry-label: Bediener von Hartlötanlagen (156, 812, 349, 826)
toc-entry-page: 15 (2206, 910, 2223, 924)
toc-entry-label: Metallografische Untersuchung (156, 946, 366, 960)
toc-entry-page: 10 (2208, 516, 2226, 530)
toc-entry-page: 11 (2351, 633, 2369, 647)
toc-entry-number: 6.3 (103, 534, 124, 548)
